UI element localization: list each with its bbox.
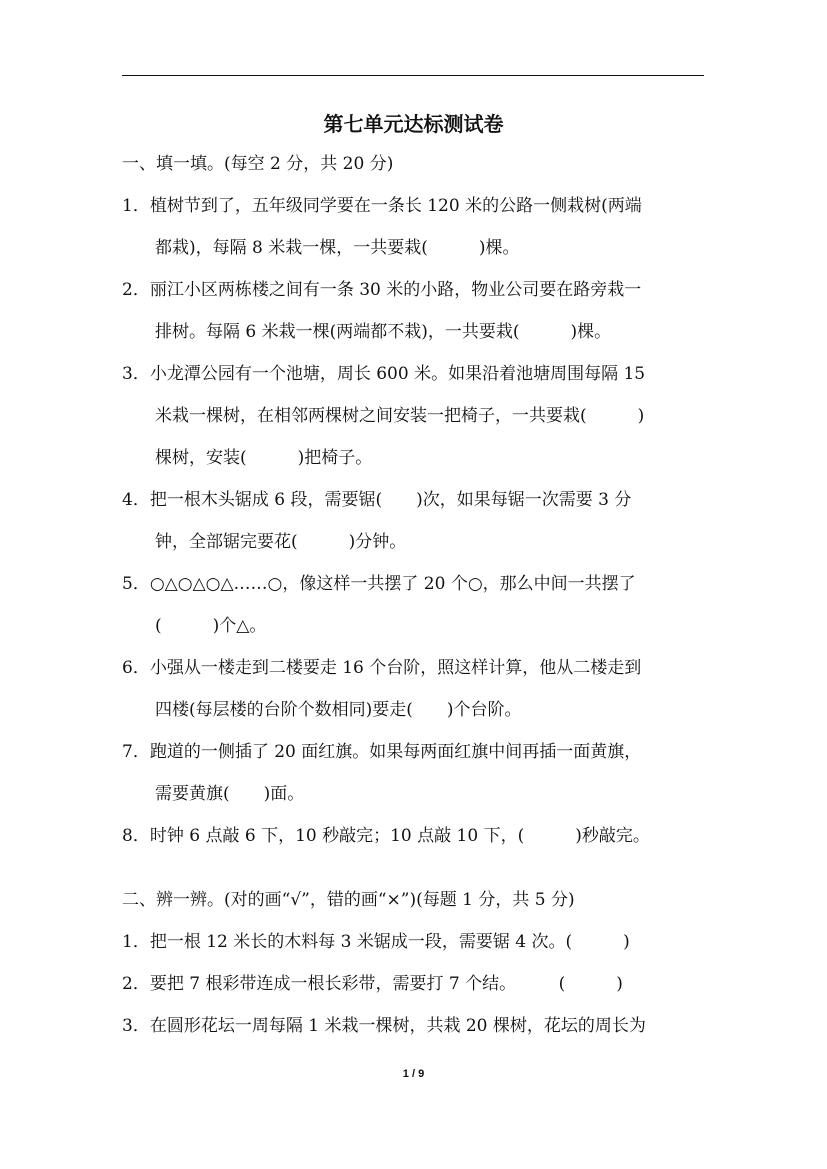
- question-number: 5．: [122, 574, 150, 594]
- section-heading: 二、辨一辨。(对的画“√”，错的画“×”)(每题 1 分，共 5 分): [122, 890, 575, 910]
- question-text: 钟，全部锯完要花( )分钟。: [155, 532, 407, 552]
- header-rule: [122, 75, 704, 76]
- question-continuation: [155, 698, 522, 722]
- question-line: [122, 1014, 646, 1038]
- question-number: 6．: [122, 658, 150, 678]
- page-number: 1 / 9: [402, 1068, 425, 1080]
- question-number: 3．: [122, 364, 150, 384]
- question-line: [122, 194, 642, 218]
- question-continuation: [155, 404, 644, 428]
- question-line: [122, 972, 623, 996]
- question-text: 植树节到了，五年级同学要在一条长 120 米的公路一侧栽树(两端: [149, 196, 642, 216]
- question-continuation: [155, 614, 266, 638]
- question-continuation: [155, 320, 611, 344]
- question-number: 8．: [122, 826, 150, 846]
- question-number: 7．: [122, 742, 150, 762]
- question-text: 把一根 12 米长的木料每 3 米锯成一段，需要锯 4 次。( ): [149, 932, 630, 952]
- question-text: 排树。每隔 6 米栽一棵(两端都不栽)，一共要栽( )棵。: [155, 322, 612, 342]
- question-line: [122, 930, 630, 954]
- question-continuation: [155, 446, 372, 470]
- question-line: [122, 740, 641, 764]
- question-line: [122, 824, 650, 848]
- question-text: 四楼(每层楼的台阶个数相同)要走( )个台阶。: [155, 700, 522, 720]
- question-text: 把一根木头锯成 6 段，需要锯( )次，如果每锯一次需要 3 分: [149, 490, 632, 510]
- question-text: 要把 7 根彩带连成一根长彩带，需要打 7 个结。 ( ): [149, 974, 623, 994]
- question-text: 需要黄旗( )面。: [155, 784, 305, 804]
- question-line: [122, 362, 645, 386]
- section-heading: 一、填一填。(每空 2 分，共 20 分): [122, 154, 394, 174]
- question-number: 4．: [122, 490, 150, 510]
- question-text: 丽江小区两栋楼之间有一条 30 米的小路，物业公司要在路旁栽一: [149, 280, 642, 300]
- question-continuation: [155, 236, 520, 260]
- question-text: 米栽一棵树，在相邻两棵树之间安装一把椅子，一共要栽( ): [155, 406, 645, 426]
- question-line: [122, 488, 631, 512]
- question-text: 棵树，安装( )把椅子。: [155, 448, 373, 468]
- question-text: 在圆形花坛一周每隔 1 米栽一棵树，共栽 20 棵树，花坛的周长为: [149, 1016, 646, 1036]
- page-title: 第七单元达标测试卷: [323, 112, 504, 136]
- question-text: 都栽)，每隔 8 米栽一棵，一共要栽( )棵。: [155, 238, 520, 258]
- question-text: 小强从一楼走到二楼要走 16 个台阶，照这样计算，他从二楼走到: [149, 658, 642, 678]
- question-text: 小龙潭公园有一个池塘，周长 600 米。如果沿着池塘周围每隔 15: [149, 364, 646, 384]
- question-text: ○△○△○△……○，像这样一共摆了 20 个○，那么中间一共摆了: [149, 574, 636, 594]
- question-text: 时钟 6 点敲 6 下，10 秒敲完；10 点敲 10 下，( )秒敲完。: [149, 826, 650, 846]
- question-line: [122, 656, 641, 680]
- question-number: 1．: [122, 932, 150, 952]
- question-text: ( )个△。: [155, 616, 267, 636]
- question-continuation: [155, 530, 406, 554]
- question-number: 2．: [122, 974, 150, 994]
- question-text: 跑道的一侧插了 20 面红旗。如果每两面红旗中间再插一面黄旗，: [149, 742, 642, 762]
- question-line: [122, 278, 641, 302]
- question-number: 1．: [122, 196, 150, 216]
- question-number: 2．: [122, 280, 150, 300]
- question-continuation: [155, 782, 304, 806]
- question-line: [122, 572, 636, 596]
- question-number: 3．: [122, 1016, 150, 1036]
